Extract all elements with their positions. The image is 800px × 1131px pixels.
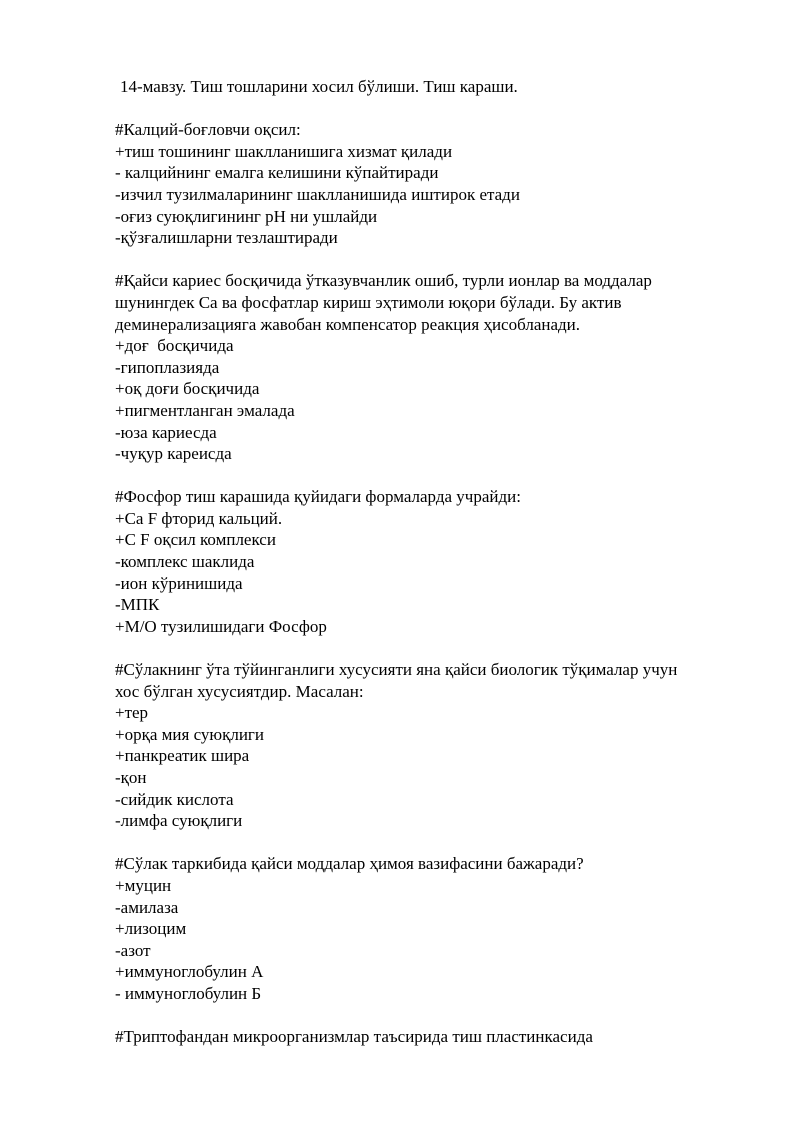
answer-option: +Ca F фторид кальций. xyxy=(115,508,283,528)
answer-option: +С F оқсил комплекси xyxy=(115,530,276,550)
question-block xyxy=(115,119,765,249)
answer-option: -қон xyxy=(115,768,147,787)
answer-option: -чуқур кареисда xyxy=(115,444,232,464)
answer-option: -амилаза xyxy=(115,897,179,917)
answer-option: +тер xyxy=(115,703,149,723)
question-text: деминерализацияга жавобан компенсатор реакция ҳисобланади. xyxy=(115,314,581,334)
question-text: #Сўлак таркибида қайси моддалар ҳимоя вазифасини бажаради? xyxy=(115,854,584,874)
answer-option: -қўзғалишларни тезлаштиради xyxy=(115,228,338,248)
question-list xyxy=(115,119,765,1048)
question-text: #Калций-боғловчи оқсил: xyxy=(115,120,301,140)
document-page xyxy=(115,76,765,1048)
question-text: #Қайси кариес босқичида ўтказувчанлик ошиб, турли ионлар ва моддалар xyxy=(115,271,652,291)
question-text: хос бўлган хусусиятдир. Масалан: xyxy=(115,681,364,701)
answer-option: -азот xyxy=(115,940,151,960)
question-text: #Фосфор тиш карашида қуйидаги формаларда учрайди: xyxy=(115,487,521,507)
question-text: шунингдек Са ва фосфатлар кириш эҳтимоли юқори бўлади. Бу актив xyxy=(115,292,622,312)
answer-option: - иммуноглобулин Б xyxy=(115,983,262,1003)
answer-option: -изчил тузилмаларининг шаклланишида иштирок етади xyxy=(115,184,520,204)
answer-option: -гипоплазияда xyxy=(115,357,220,377)
answer-option: +тиш тошининг шаклланишига хизмат қилади xyxy=(115,141,453,161)
answer-option: -юза кариесда xyxy=(115,422,217,442)
document-title: 14-мавзу. Тиш тошларини хосил бўлиши. Тиш караши. xyxy=(120,77,518,96)
answer-option: +пигментланган эмалада xyxy=(115,400,295,420)
answer-option: -сийдик кислота xyxy=(115,789,234,809)
question-block xyxy=(115,270,765,464)
answer-option: +лизоцим xyxy=(115,919,187,939)
answer-option: -лимфа суюқлиги xyxy=(115,811,243,831)
answer-option: -оғиз суюқлигининг pH ни ушлайди xyxy=(115,206,378,226)
question-block xyxy=(115,853,765,1004)
question-block xyxy=(115,1026,765,1048)
question-block xyxy=(115,486,765,637)
question-text: #Сўлакнинг ўта тўйинганлиги хусусияти яна қайси биологик тўқималар учун xyxy=(115,660,678,680)
answer-option: +панкреатик шира xyxy=(115,746,250,766)
answer-option: +доғ босқичида xyxy=(115,336,234,356)
answer-option: -МПК xyxy=(115,595,160,615)
answer-option: +оқ доғи босқичида xyxy=(115,379,260,399)
question-block xyxy=(115,659,765,832)
answer-option: +М/О тузилишидаги Фосфор xyxy=(115,616,327,636)
answer-option: +орқа мия суюқлиги xyxy=(115,724,264,744)
question-text: #Триптофандан микроорганизмлар таъсирида тиш пластинкасида xyxy=(115,1027,593,1047)
answer-option: +муцин xyxy=(115,875,172,895)
answer-option: -комплекс шаклида xyxy=(115,552,255,572)
answer-option: +иммуноглобулин А xyxy=(115,962,264,982)
answer-option: -ион кўринишида xyxy=(115,573,243,593)
answer-option: - калцийнинг емалга келишини кўпайтиради xyxy=(115,163,439,183)
